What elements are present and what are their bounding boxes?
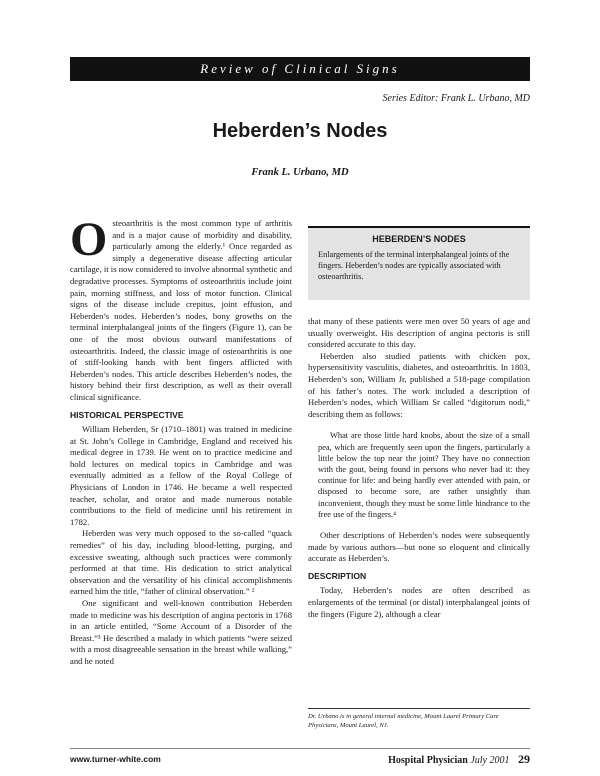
description-paragraph: Today, Heberden’s nodes are often described as enlargements of the terminal (or distal) interphalangeal joints of the fingers (Figure 2), although a clear	[308, 585, 530, 619]
footer-journal-info	[388, 752, 530, 767]
section-banner: Review of Clinical Signs	[70, 57, 530, 81]
intro-paragraph	[70, 213, 292, 404]
author-footnote: Dr. Urbano is in general internal medicine, Mount Laurel Primary Care Physicians, Mount Laurel, NJ.	[308, 708, 530, 730]
article-author: Frank L. Urbano, MD	[251, 167, 349, 178]
page-number: 29	[518, 752, 530, 766]
historical-paragraph-2: Heberden was very much opposed to the so-called “quack remedies” of his day, including blood-letting, purging, and excessive sweating, although such practices were commonly performed at that time. His dedication to strict analytical observation and the versatility of his clinical accomplishments earned him the title, “father of clinical observation.” ²	[70, 528, 292, 597]
footer-issue: July 2001	[470, 755, 510, 766]
definition-box-text: Enlargements of the terminal interphalangeal joints of the fingers. Heberden’s nodes are typically associated with osteoarthritis.	[318, 250, 510, 281]
block-quote: What are those little hard knobs, about the size of a small pea, which are frequently seen upon the fingers, particularly a little below the top near the joint? They have no connection with the gout, being found in persons who never had it: they continue for life: and being hardly ever attended with pain, or disposed to become sore, are rather unsightly than inconvenient, though they must be some little hindrance to the free use of the fingers.⁴	[318, 431, 530, 519]
description-heading: DESCRIPTION	[308, 570, 367, 581]
series-editor: Series Editor: Frank L. Urbano, MD	[382, 93, 530, 104]
article-title: Heberden’s Nodes	[212, 120, 388, 142]
left-column	[70, 213, 292, 668]
right-column	[308, 316, 530, 620]
right-paragraph-3: Other descriptions of Heberden’s nodes were subsequently made by various authors—but none so eloquent and clinically accurate as Heberden’s.	[308, 529, 530, 564]
historical-heading: HISTORICAL PERSPECTIVE	[70, 409, 184, 420]
drop-cap: O	[70, 213, 108, 266]
definition-box-title: HEBERDEN’S NODES	[372, 234, 466, 244]
historical-paragraph-3: One significant and well-known contribution Heberden made to medicine was his description of angina pectoris in 1768 in an article entitled, “Some Account of a Disorder of the Breast.”³ He described a malady in which patients “were seized with a most disagreeable sensation in the breast while walking,” and he noted	[70, 598, 292, 666]
footer-website[interactable]: www.turner-white.com	[70, 754, 161, 764]
footer-journal: Hospital Physician	[388, 755, 468, 766]
definition-box	[308, 226, 530, 300]
right-paragraph-1: that many of these patients were men over 50 years of age and usually overweight. His description of angina pectoris is still considered accurate to this day.	[308, 316, 530, 350]
footer-rule	[70, 748, 530, 749]
historical-paragraph-1: William Heberden, Sr (1710–1801) was trained in medicine at St. John’s College in Cambridge, England and received his medical degree in 1739. He went on to practice medicine and hold lectures on medical topics in Cambridge and was eventually admitted as a fellow of the Royal College of Physicians of London in 1746. He became a well respected teacher, scholar, and orator and made numerous notable contributions to the field of medicine until his retirement in 1782.	[70, 424, 292, 527]
intro-text: steoarthritis is the most common type of arthritis and is a major cause of morbidity and disability, particularly among the elderly.¹ Once regarded as simply a degenerative disease affecting articular cartilage, it is now considered to involve abnormal synthetic and degradative processes. Symptoms of osteoarthritis include joint pain, morning stiffness, and loss of motor function. Clinical signs of the disease include crepitus, joint effusion, and Heberden’s nodes. Heberden’s nodes, bony growths on the terminal interphalangeal joints of the fingers (Figure 1), can be one of the most obvious outward manifestations of osteoarthritis. Indeed, the classic image of osteoarthritis is one of stiff-looking hands with bent fingers afflicted with Heberden’s nodes. This article describes Heberden’s nodes, the history behind their first description, as well as their overall clinical significance.	[70, 218, 292, 402]
right-paragraph-2: Heberden also studied patients with chicken pox, hypersensitivity vasculitis, diabetes, and osteoarthritis. In 1803, Heberden’s son, William Jr, published a 518-page compilation of his father’s notes. The work included a description of Heberden’s nodes, which William Sr called “digitorum nodi,” describing them as follows:	[308, 350, 530, 419]
